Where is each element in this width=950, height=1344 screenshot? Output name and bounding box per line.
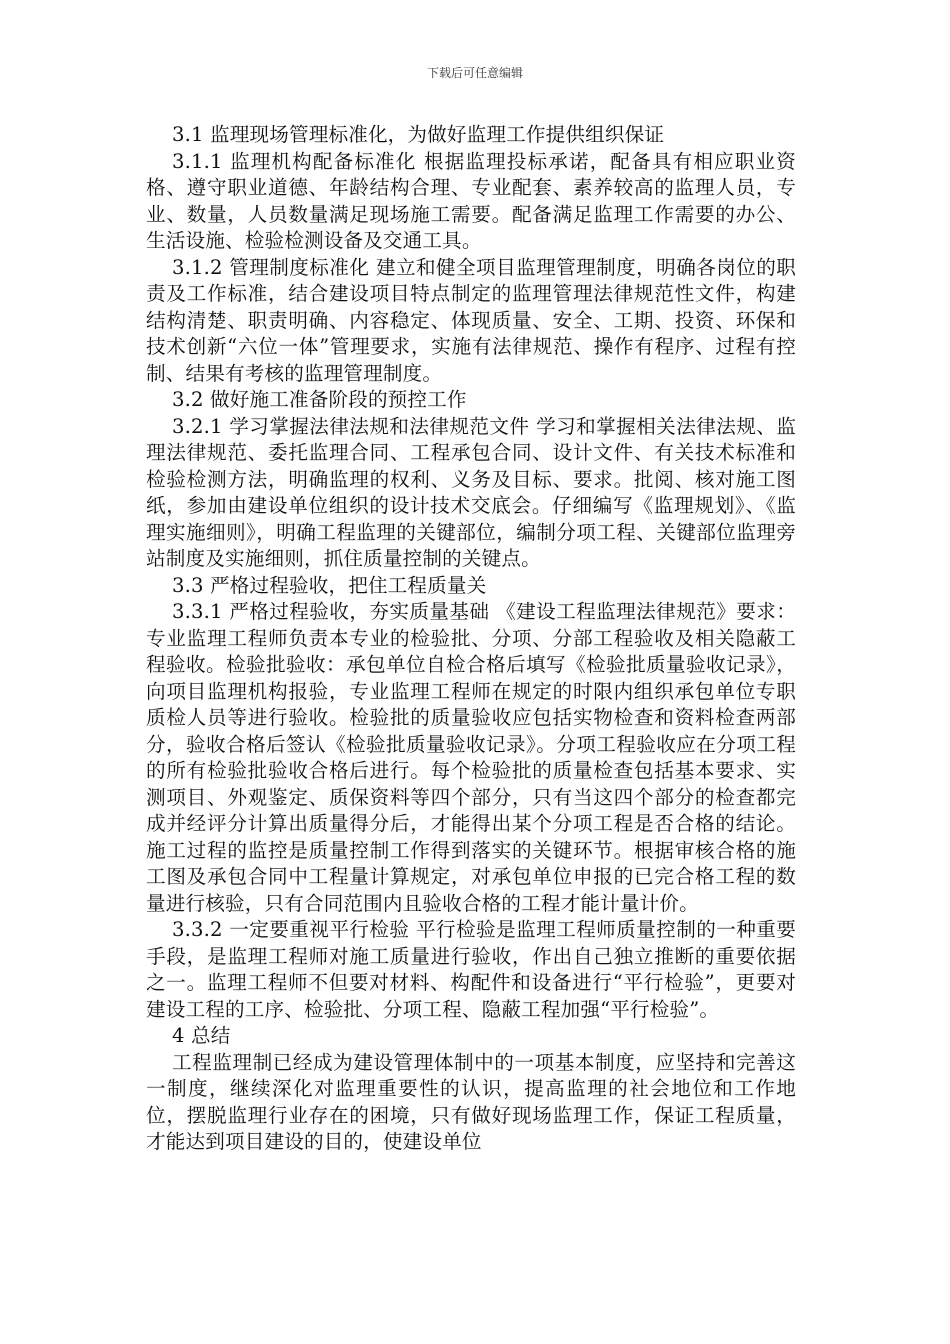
paragraph-3-2-1: 3.2.1 学习掌握法律法规和法律规范文件 学习和掌握相关法律法规、监理法律规范、委托监理合同、工程承包合同、设计文件、有关技术标准和检验检测方法，明确监理的权利、义务及目标、要求。批阅、核对施工图纸，参加由建设单位组织的设计技术交底会。仔细编写《监理规划》、《监理实施细则》，明确工程监理的关键部位，编制分项工程、关键部位监理旁站制度及实施细则，抓住质量控制的关键点。 <box>146 414 796 570</box>
document-body <box>146 122 796 1156</box>
page-header-note: 下载后可任意编辑 <box>426 66 523 80</box>
section-heading-4: 4 总结 <box>172 1024 231 1047</box>
paragraph-3-3-2: 3.3.2 一定要重视平行检验 平行检验是监理工程师质量控制的一种重要手段，是监理工程师对施工质量进行验收，作出自己独立推断的重要依据之一。监理工程师不但要对材料、构配件和设备进行“平行检验”，更要对建设工程的工序、检验批、分项工程、隐蔽工程加强“平行检验”。 <box>146 918 796 1021</box>
paragraph-3-3-1: 3.3.1 严格过程验收，夯实质量基础 《建设工程监理法律规范》要求：专业监理工程师负责本专业的检验批、分项、分部工程验收及相关隐蔽工程验收。检验批验收：承包单位自检合格后填写《检验批质量验收记录》，向项目监理机构报验，专业监理工程师在规定的时限内组织承包单位专职质检人员等进行验收。检验批的质量验收应包括实物检查和资料检查两部分，验收合格后签认《检验批质量验收记录》。分项工程验收应在分项工程的所有检验批验收合格后进行。每个检验批的质量检查包括基本要求、实测项目、外观鉴定、质保资料等四个部分，只有当这四个部分的检查都完成并经评分计算出质量得分后，才能得出某个分项工程是否合格的结论。施工过程的监控是质量控制工作得到落实的关键环节。根据审核合格的施工图及承包合同中工程量计算规定，对承包单位申报的已完合格工程的数量进行核验，只有合同范围内且验收合格的工程才能计量计价。 <box>146 600 796 915</box>
section-heading-3-2: 3.2 做好施工准备阶段的预控工作 <box>172 388 467 411</box>
paragraph-3-1-1: 3.1.1 监理机构配备标准化 根据监理投标承诺，配备具有相应职业资格、遵守职业道德、年龄结构合理、专业配套、素养较高的监理人员，专业、数量，人员数量满足现场施工需要。配备满足监理工作需要的办公、生活设施、检验检测设备及交通工具。 <box>146 149 796 252</box>
section-heading-3-3: 3.3 严格过程验收，把住工程质量关 <box>172 573 487 597</box>
paragraph-summary: 工程监理制已经成为建设管理体制中的一项基本制度，应坚持和完善这一制度，继续深化对监理重要性的认识，提高监理的社会地位和工作地位，摆脱监理行业存在的困境，只有做好现场监理工作，保证工程质量，才能达到项目建设的目的，使建设单位 <box>146 1050 796 1153</box>
section-heading-3-1: 3.1 监理现场管理标准化，为做好监理工作提供组织保证 <box>172 123 665 146</box>
paragraph-3-1-2: 3.1.2 管理制度标准化 建立和健全项目监理管理制度，明确各岗位的职责及工作标准，结合建设项目特点制定的监理管理法律规范性文件，构建结构清楚、职责明确、内容稳定、体现质量、安全、工期、投资、环保和技术创新“六位一体”管理要求，实施有法律规范、操作有程序、过程有控制、结果有考核的监理管理制度。 <box>146 255 796 385</box>
